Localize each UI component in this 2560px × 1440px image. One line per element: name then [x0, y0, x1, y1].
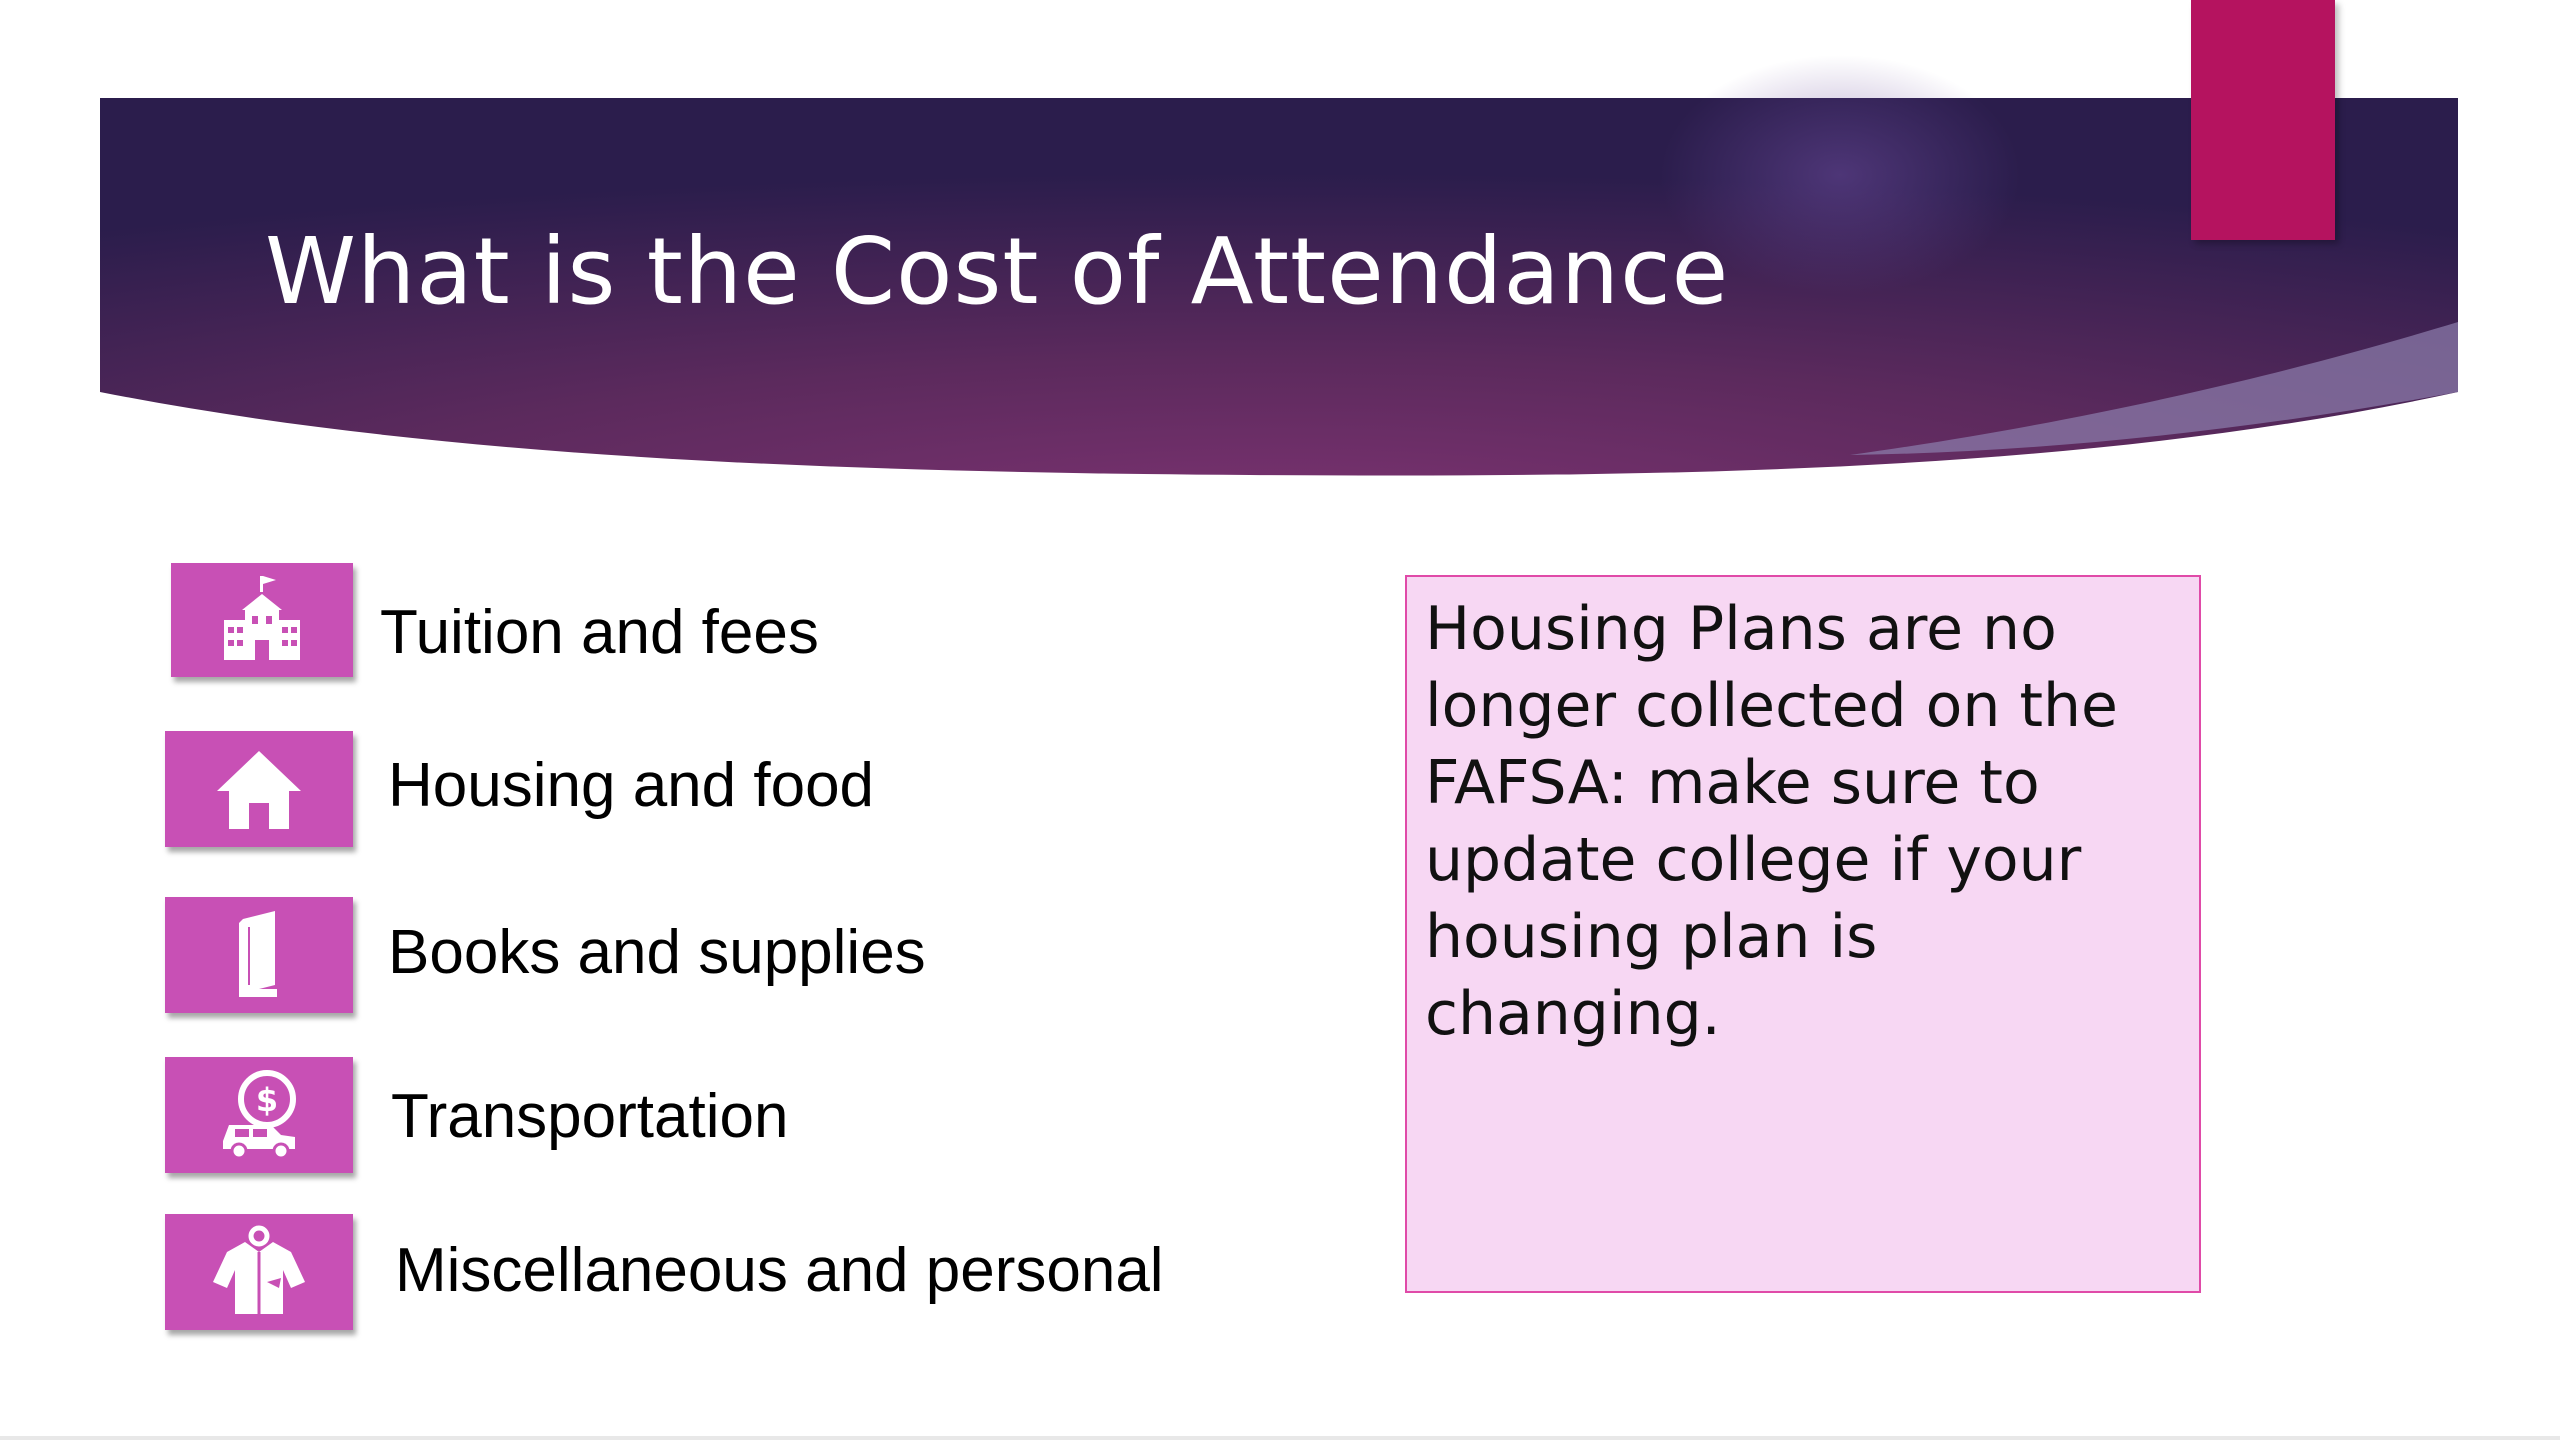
- school-building-icon: [212, 570, 312, 670]
- item-label: Housing and food: [388, 751, 875, 820]
- icon-tile: [165, 731, 353, 847]
- svg-text:$: $: [255, 1081, 279, 1119]
- jacket-icon: [209, 1222, 309, 1322]
- book-icon: [209, 905, 309, 1005]
- item-label: Miscellaneous and personal: [395, 1236, 1164, 1305]
- item-label: Transportation: [391, 1082, 789, 1151]
- icon-tile: [165, 1057, 353, 1173]
- accent-tab: [2191, 0, 2335, 240]
- housing-note-box: Housing Plans are no longer collected on the FAFSA: make sure to update college if your housing plan is changing.: [1405, 575, 2201, 1293]
- house-icon: [209, 739, 309, 839]
- item-label: Books and supplies: [388, 918, 926, 987]
- slide-title: What is the Cost of Attendance: [265, 218, 1730, 325]
- icon-tile: [165, 897, 353, 1013]
- icon-tile: [171, 563, 353, 677]
- item-label: Tuition and fees: [380, 598, 819, 667]
- icon-tile: [165, 1214, 353, 1330]
- car-money-icon: [209, 1065, 309, 1165]
- bottom-divider: [0, 1436, 2560, 1440]
